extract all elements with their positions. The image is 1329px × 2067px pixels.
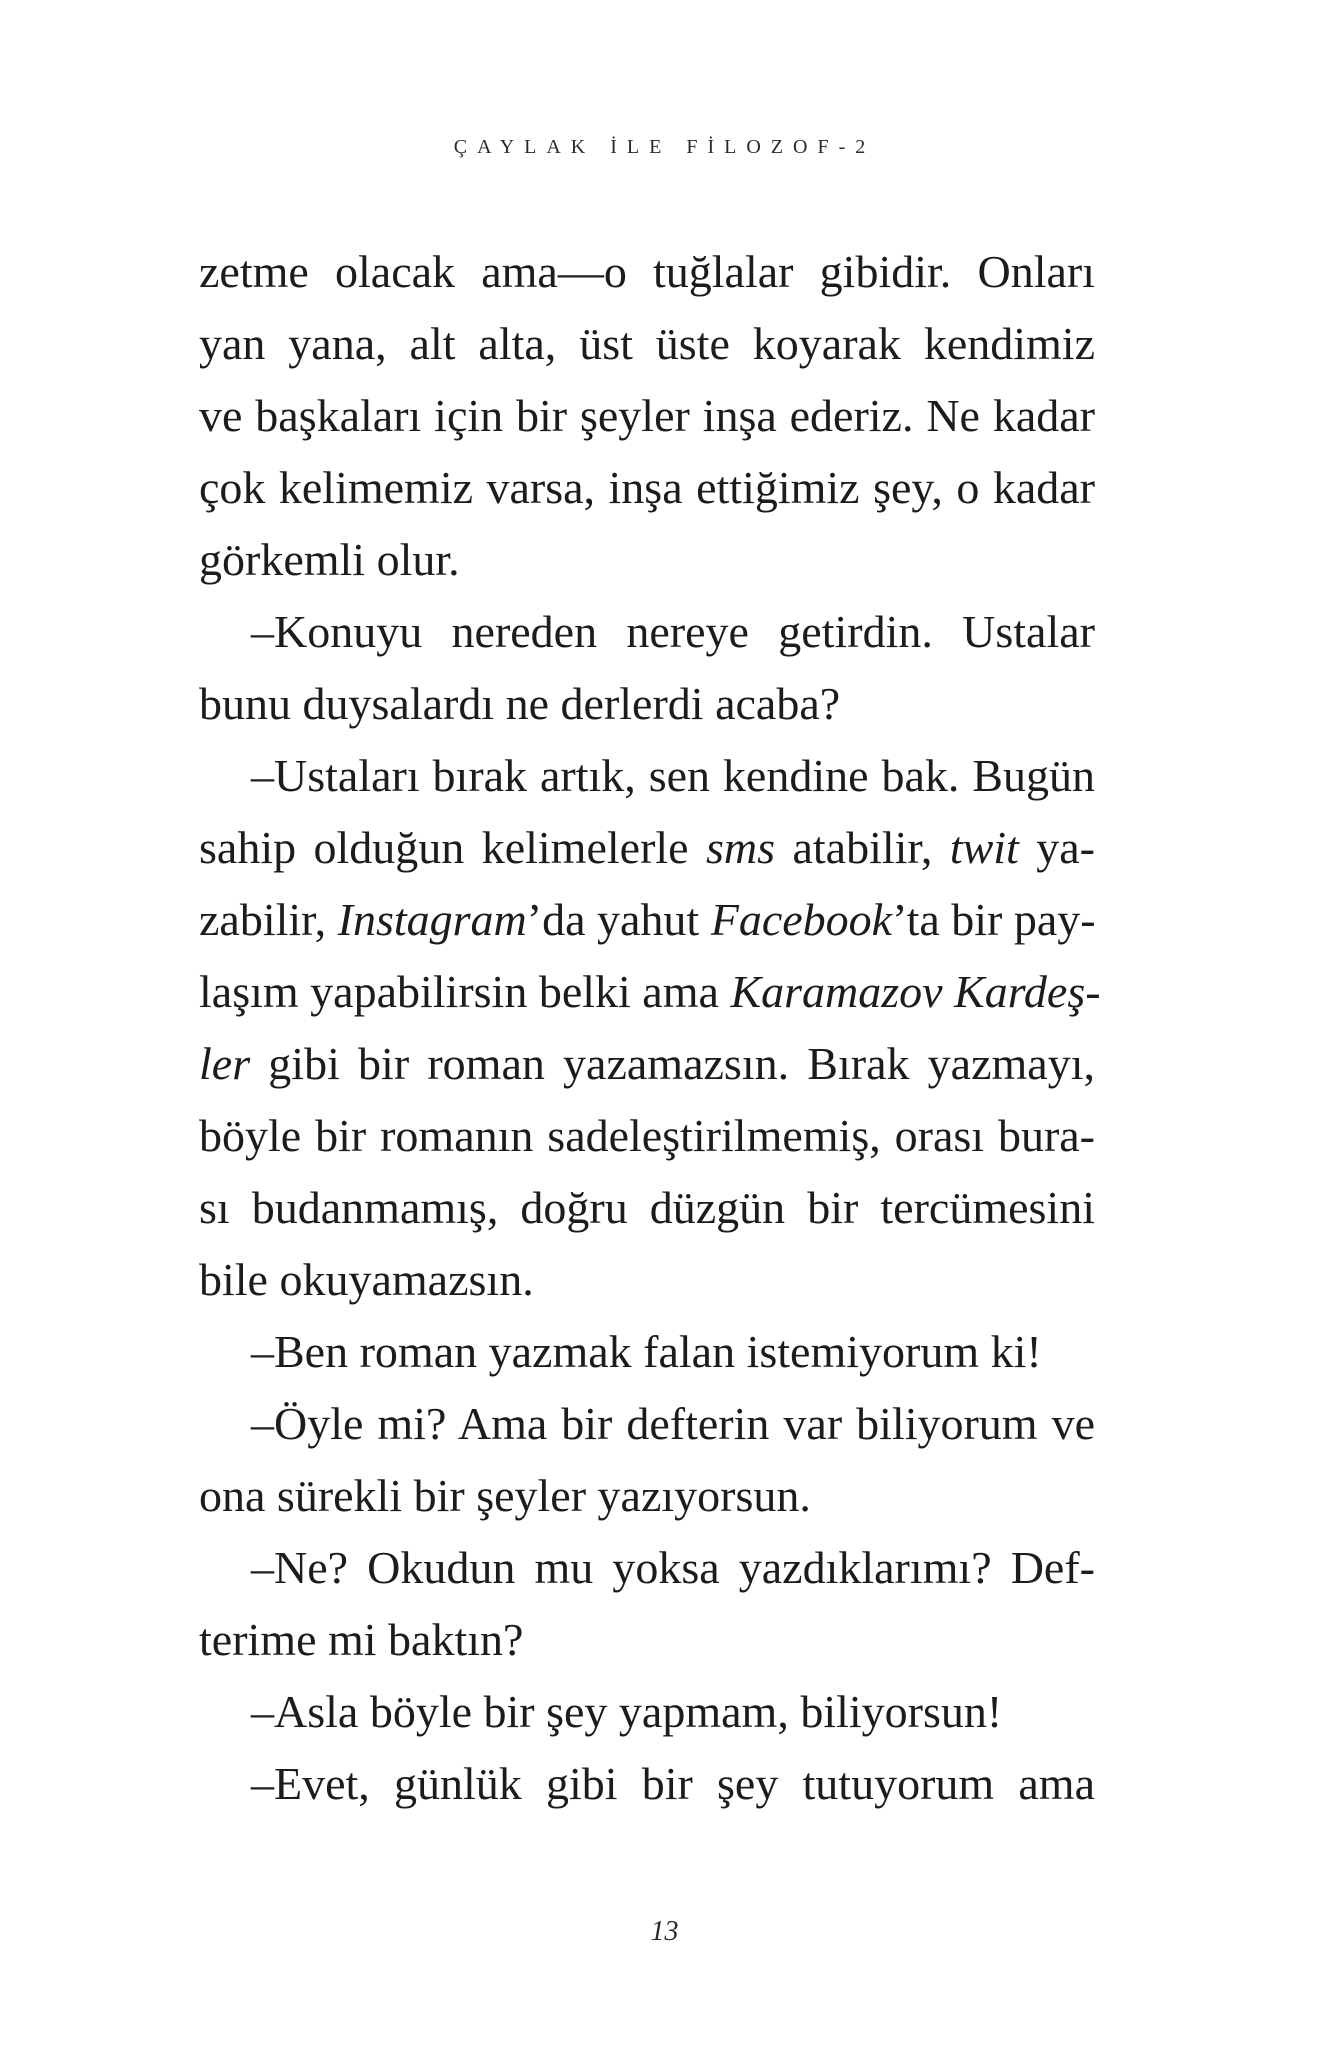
dialogue-line: –Ustaları bırak artık, sen kendine bak. Bugün [251, 750, 1095, 801]
dialogue-line: –Ne? Okudun mu yoksa yazdıklarımı? Def- [251, 1542, 1095, 1593]
text-line [199, 884, 1095, 956]
running-header: ÇAYLAK İLE FİLOZOF-2 [453, 136, 876, 158]
text-line [199, 1028, 1095, 1100]
italic-term: Instagram [337, 894, 527, 945]
text-run: atabilir, [775, 822, 950, 873]
body-text [199, 236, 1101, 1820]
text-run: sahip olduğun kelimelerle [199, 822, 707, 873]
italic-term: sms [706, 822, 776, 873]
page-number: 13 [650, 1916, 679, 1947]
text-run: laşım yapabilirsin belki ama [199, 966, 731, 1017]
text-line: terime mi baktın? [199, 1614, 524, 1665]
italic-term: twit [949, 822, 1019, 873]
text-run: zabilir, [199, 894, 338, 945]
dialogue-line: –Asla böyle bir şey yapmam, biliyorsun! [251, 1686, 1003, 1737]
text-line: bunu duysalardı ne derlerdi acaba? [199, 678, 841, 729]
text-line [199, 812, 1095, 884]
dialogue-line: –Evet, günlük gibi bir şey tutuyorum ama [251, 1758, 1095, 1809]
text-line: zetme olacak ama—o tuğlalar gibidir. Onları [199, 246, 1095, 297]
text-line: ona sürekli bir şeyler yazıyorsun. [199, 1470, 811, 1521]
text-line: bile okuyamazsın. [199, 1254, 534, 1305]
text-run: ’da yahut [526, 894, 711, 945]
italic-term: ler [199, 1038, 251, 1089]
text-line: böyle bir romanın sadeleştirilmemiş, orası bura- [199, 1110, 1095, 1161]
text-line: çok kelimemiz varsa, inşa ettiğimiz şey, o kadar [199, 462, 1095, 513]
text-line: ve başkaları için bir şeyler inşa ederiz. Ne kadar [199, 390, 1095, 441]
text-run: ’ta bir pay- [892, 894, 1096, 945]
text-run: ya- [1018, 822, 1095, 873]
dialogue-line: –Öyle mi? Ama bir defterin var biliyorum ve [251, 1398, 1095, 1449]
dialogue-line: –Ben roman yazmak falan istemiyorum ki! [251, 1326, 1042, 1377]
text-line: görkemli olur. [199, 534, 460, 585]
text-line: yan yana, alt alta, üst üste koyarak kendimiz [199, 318, 1095, 369]
italic-term: Facebook [710, 894, 893, 945]
text-run: gibi bir roman yazamazsın. Bırak yazmayı, [250, 1038, 1095, 1089]
text-line [199, 956, 1101, 1028]
dialogue-line: –Konuyu nereden nereye getirdin. Ustalar [251, 606, 1095, 657]
italic-term: Karamazov Kardeş- [730, 966, 1101, 1017]
text-line: sı budanmamış, doğru düzgün bir tercümesini [199, 1182, 1095, 1233]
